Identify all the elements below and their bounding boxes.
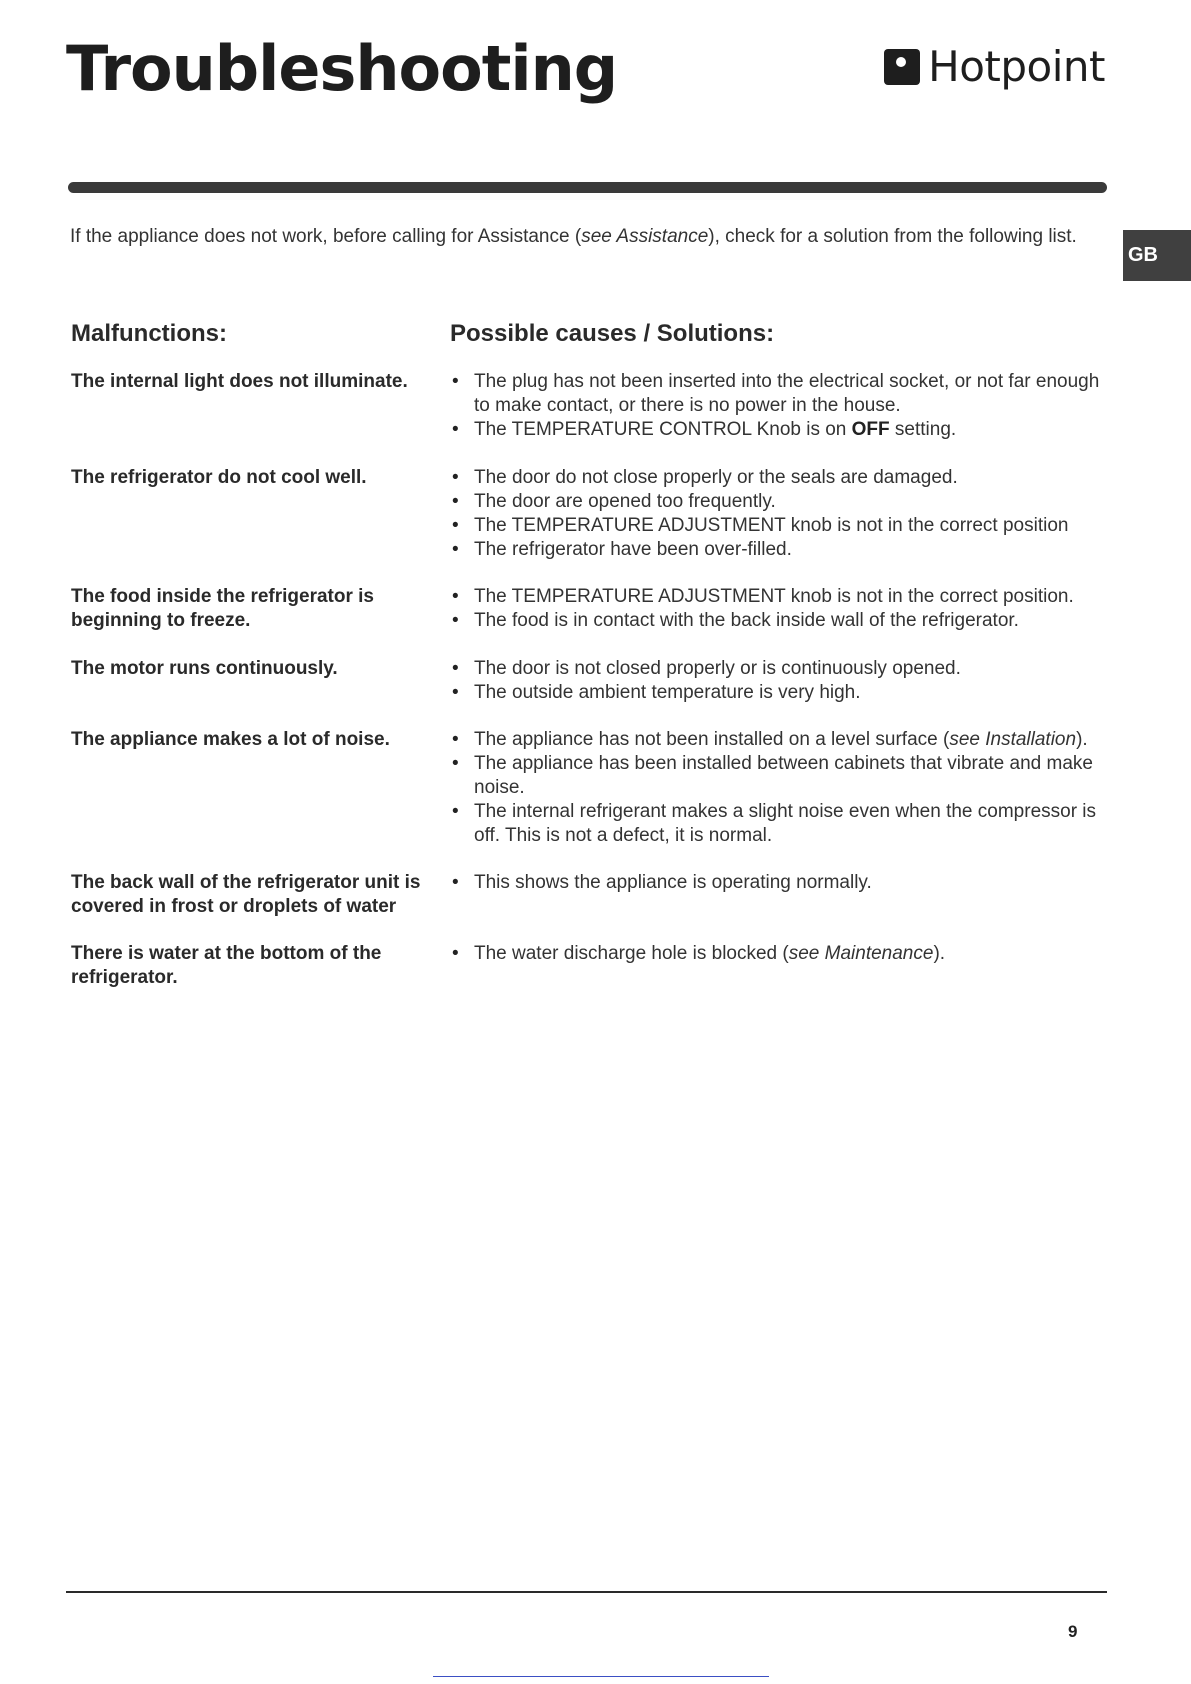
brand-name: Hotpoint: [928, 42, 1105, 91]
causes-list: [450, 657, 1120, 705]
cause-item: • The food is in contact with the back inside wall of the refrigerator.: [450, 609, 1120, 633]
malfunction-label: The internal light does not illuminate.: [71, 371, 408, 392]
cause-text: ).: [933, 943, 946, 964]
malfunctions-heading: Malfunctions:: [71, 320, 227, 347]
cause-item: • The appliance has been installed between cabinets that vibrate and make noise.: [450, 752, 1120, 800]
cause-item: [450, 418, 1120, 442]
intro-ref: see Assistance: [581, 226, 709, 247]
cause-item: • This shows the appliance is operating normally.: [450, 871, 1120, 895]
cause-item: • The TEMPERATURE ADJUSTMENT knob is not in the correct position: [450, 514, 1120, 538]
causes-list: [450, 871, 1120, 895]
malfunction-label: The food inside the refrigerator is beginning to freeze.: [71, 586, 374, 631]
cause-item: • The door are opened too frequently.: [450, 490, 1120, 514]
cause-item: • The door do not close properly or the seals are damaged.: [450, 466, 1120, 490]
malfunction-label: There is water at the bottom of the refrigerator.: [71, 943, 382, 988]
hotpoint-logo-icon: [884, 49, 920, 85]
cause-item: • The door is not closed properly or is continuously opened.: [450, 657, 1120, 681]
causes-list: [450, 466, 1120, 562]
cause-text: ).: [1076, 729, 1088, 750]
causes-list: [450, 585, 1120, 633]
page-title: Troubleshooting: [66, 32, 618, 105]
malfunction-label: The appliance makes a lot of noise.: [71, 729, 390, 750]
causes-heading: Possible causes / Solutions:: [450, 320, 775, 347]
malfunction-label: The back wall of the refrigerator unit is covered in frost or droplets of water: [71, 872, 421, 917]
language-tab: GB: [1123, 230, 1191, 281]
cause-item: [450, 728, 1120, 752]
cause-reference: see Maintenance: [788, 943, 934, 964]
cause-item: • The plug has not been inserted into the electrical socket, or not far enough to make contact, or there is no power in the house.: [450, 370, 1120, 418]
footer-divider: [66, 1591, 1107, 1593]
cause-text: The appliance has not been installed on a level surface (: [474, 729, 950, 750]
cause-text: The water discharge hole is blocked (: [474, 943, 789, 964]
cause-text: The TEMPERATURE CONTROL Knob is on: [474, 419, 852, 440]
cause-text: setting.: [889, 419, 957, 440]
intro-before: If the appliance does not work, before calling for Assistance (: [70, 226, 582, 247]
brand-logo: [884, 42, 1105, 91]
intro-after: ), check for a solution from the following list.: [708, 226, 1077, 247]
cause-item: • The outside ambient temperature is very high.: [450, 681, 1120, 705]
causes-list: [450, 728, 1120, 848]
malfunction-label: The motor runs continuously.: [71, 658, 338, 679]
cause-item: • The TEMPERATURE ADJUSTMENT knob is not in the correct position.: [450, 585, 1120, 609]
cause-item: • The internal refrigerant makes a slight noise even when the compressor is off. This is not a defect, it is normal.: [450, 800, 1120, 848]
cause-reference: see Installation: [949, 729, 1077, 750]
page-number: 9: [1068, 1622, 1078, 1641]
header-divider: [68, 182, 1107, 193]
cause-emphasis: OFF: [851, 419, 890, 440]
intro-text: [70, 226, 1077, 248]
cause-item: • The refrigerator have been over-filled.: [450, 538, 1120, 562]
causes-list: [450, 942, 1120, 966]
bottom-accent-line: [433, 1676, 769, 1677]
cause-item: [450, 942, 1120, 966]
malfunction-label: The refrigerator do not cool well.: [71, 467, 367, 488]
causes-list: [450, 370, 1120, 442]
